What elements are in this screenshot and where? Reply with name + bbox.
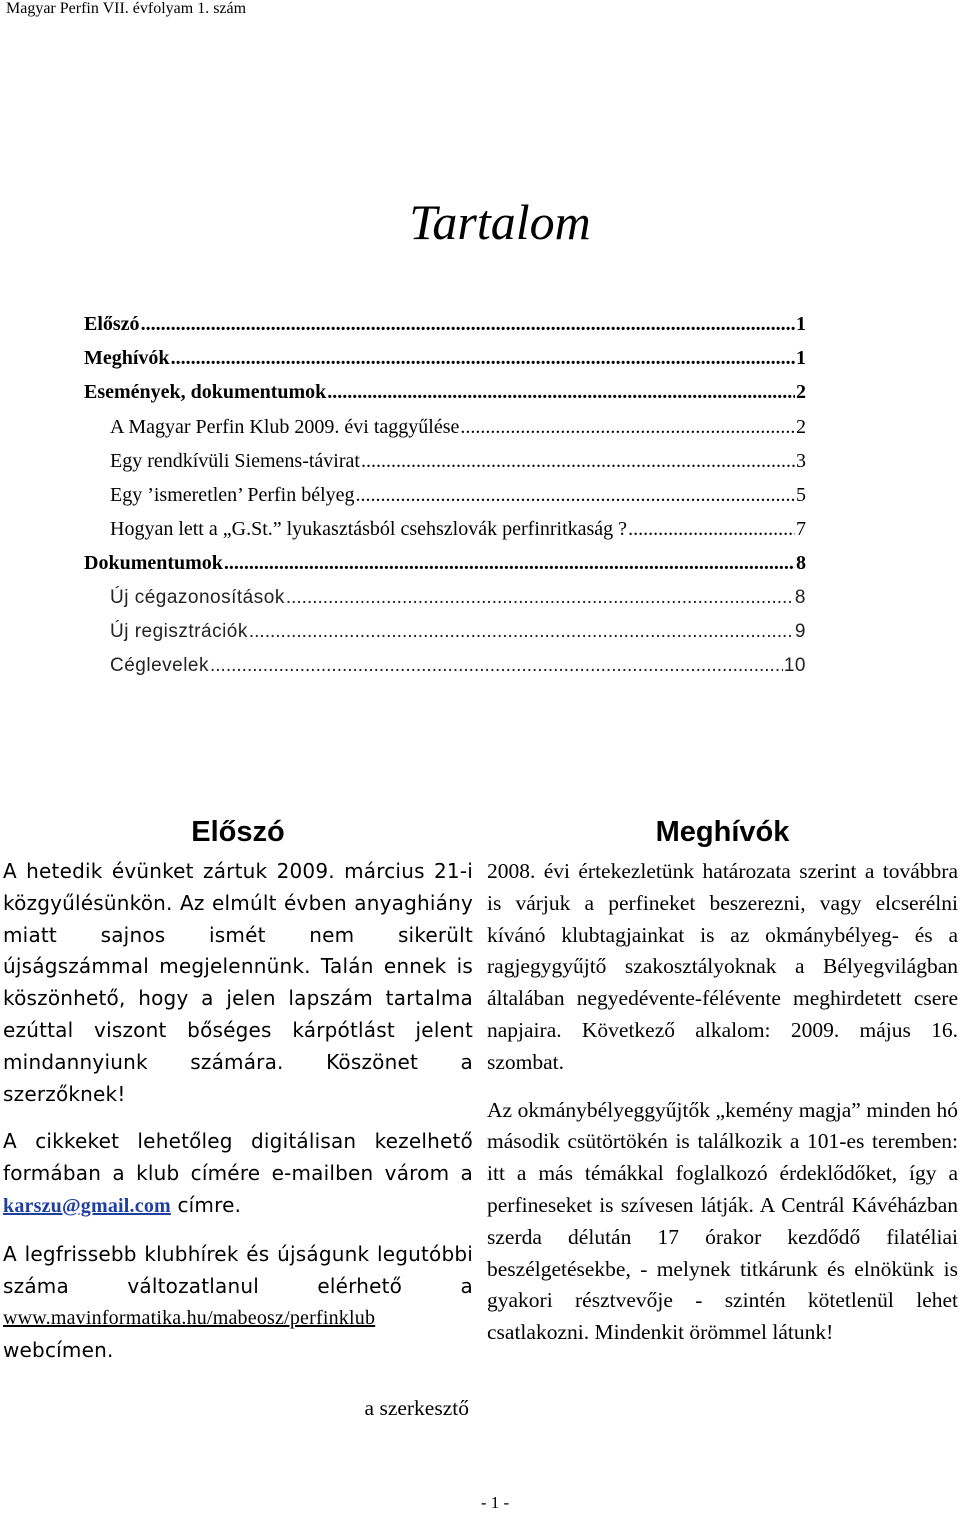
toc-entry-label: Meghívók [84, 347, 170, 370]
eloszo-paragraph-2 [3, 1126, 473, 1222]
toc-leader-dots [460, 416, 795, 439]
meghivok-column [487, 812, 958, 1349]
toc-entry[interactable] [84, 518, 806, 552]
toc-entry-page: 1 [796, 313, 806, 335]
toc-leader-dots [141, 313, 795, 336]
eloszo-p3-tail: webcímen. [3, 1338, 114, 1363]
toc-entry[interactable] [84, 416, 806, 450]
meghivok-heading: Meghívók [655, 816, 790, 848]
toc-leader-dots [171, 347, 795, 370]
toc-entry-page: 8 [794, 586, 806, 608]
website-url[interactable]: www.mavinformatika.hu/mabeosz/perfinklub [3, 1307, 376, 1330]
toc-leader-dots [327, 381, 795, 404]
toc-entry-label: Egy ’ismeretlen’ Perfin bélyeg [110, 483, 355, 506]
toc-entry[interactable] [84, 381, 806, 415]
page-number: - 1 - [480, 1493, 510, 1512]
toc-entry-page: 3 [796, 449, 806, 472]
toc-entry[interactable] [84, 313, 806, 347]
toc-entry-page: 10 [783, 654, 806, 676]
toc-entry-page: 8 [796, 552, 806, 575]
toc-leader-dots [356, 484, 795, 507]
toc-entry[interactable] [84, 450, 806, 484]
eloszo-paragraph-1: A hetedik évünket zártuk 2009. március 21-i közgyűlésünkön. Az elmúlt évben anyaghiány miatt sajnos ismét nem sikerült újságszámmal megjelennünk. Talán ennek is köszönhető, hogy a jelen lapszám tartalma ezúttal viszont bőséges kárpótlást jelent mindannyiunk számára. Köszönet a szerzőknek! [3, 859, 473, 1106]
toc-entry-label: Hogyan lett a „G.St.” lyukasztásból csehszlovák perfinritkaság ? [110, 518, 628, 541]
toc-entry-label: Egy rendkívüli Siemens-távirat [110, 449, 360, 472]
toc-entry-page: 2 [796, 381, 806, 404]
toc-entry[interactable] [84, 621, 806, 655]
toc-entry-page: 1 [796, 347, 806, 370]
running-header: Magyar Perfin VII. évfolyam 1. szám [6, 0, 247, 17]
toc-leader-dots [249, 621, 794, 643]
toc-entry-page: 5 [796, 483, 806, 506]
toc-entry-page: 9 [794, 620, 806, 642]
page-title: Tartalom [409, 194, 591, 250]
eloszo-p2-tail: címre. [170, 1192, 242, 1217]
eloszo-heading: Előszó [191, 816, 285, 848]
toc-leader-dots [286, 587, 794, 609]
toc-entry[interactable] [84, 347, 806, 381]
table-of-contents [84, 313, 806, 689]
toc-entry-page: 2 [796, 415, 806, 438]
toc-leader-dots [210, 655, 783, 677]
email-link[interactable]: karszu@gmail.com [3, 1194, 171, 1217]
toc-leader-dots [628, 518, 795, 541]
eloszo-p2-text: A cikkeket lehetőleg digitálisan kezelhető formában a klub címére e-mailben várom a [3, 1129, 473, 1186]
toc-entry-label: Események, dokumentumok [84, 381, 327, 404]
toc-entry-label: Új regisztrációk [110, 620, 248, 642]
eloszo-paragraph-3 [3, 1239, 473, 1367]
meghivok-paragraph-2: Az okmánybélyeggyűjtők „kemény magja” minden hó második csütörtökén is találkozik a 101-es teremben: itt a más témákkal foglalkozó érdeklődőket, így a perfineseket is szívesen látják. A Centrál Kávéházban szerda délután 17 órakor kezdődő filatéliai beszélgetésekbe, - melynek titkárunk és elnökünk is gyakori résztvevője - szintén kötetlenül lehet csatlakozni. Mindenkit örömmel látunk! [487, 1097, 958, 1345]
eloszo-p3-text: A legfrissebb klubhírek és újságunk legutóbbi száma változatlanul elérhető a [3, 1241, 473, 1298]
toc-entry[interactable] [84, 552, 806, 586]
toc-entry[interactable] [84, 655, 806, 689]
toc-leader-dots [361, 450, 795, 473]
meghivok-paragraph-1: 2008. évi értekezletünk határozata szerint a továbbra is várjuk a perfineket beszerezni, vagy elcserélni kívánó klubtagjainkat is az okmánybélyeg- és a ragjegygyűjtő szakosztályoknak a Bélyegvilágban általában negyedévente-félévente meghirdetett csere napjaira. Következő alkalom: 2009. május 16. szombat. [487, 859, 958, 1074]
toc-entry-label: A Magyar Perfin Klub 2009. évi taggyűlése [110, 415, 460, 438]
toc-entry-label: Előszó [84, 313, 140, 335]
toc-entry[interactable] [84, 484, 806, 518]
toc-entry-label: Dokumentumok [84, 552, 223, 575]
toc-entry-label: Céglevelek [110, 654, 209, 676]
signature: a szerkesztő [364, 1395, 469, 1420]
toc-entry-label: Új cégazonosítások [110, 586, 285, 608]
toc-leader-dots [224, 552, 795, 575]
toc-entry-page: 7 [796, 518, 806, 541]
eloszo-column [3, 812, 473, 1425]
toc-entry[interactable] [84, 587, 806, 621]
